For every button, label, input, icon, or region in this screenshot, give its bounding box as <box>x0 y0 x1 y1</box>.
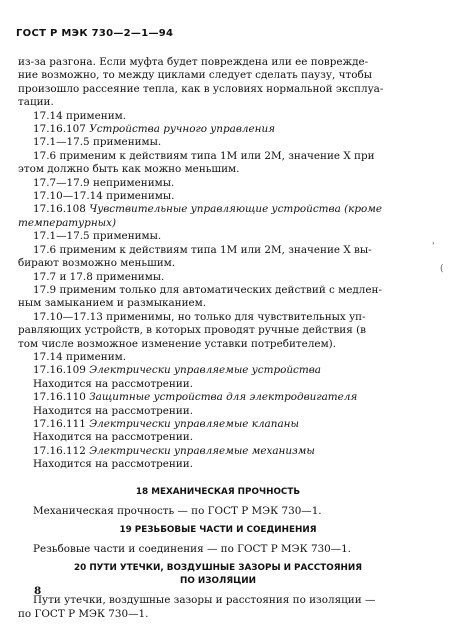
clause: 17.6 применим к действиям типа 1М или 2М, значение X вы- <box>33 243 372 256</box>
section-heading-cont: ПО ИЗОЛЯЦИИ <box>180 576 256 587</box>
clause-number: 17.16.107 <box>33 123 86 136</box>
clause: 17.6 применим к действиям типа 1М или 2М, значение X при <box>33 149 375 162</box>
section-heading: 19 РЕЗЬБОВЫЕ ЧАСТИ И СОЕДИНЕНИЯ <box>119 525 317 535</box>
paragraph <box>18 217 418 230</box>
paragraph: равляющих устройств, в которых проводят ручные действия (в <box>18 324 366 337</box>
page-number: 8 <box>34 585 42 597</box>
paragraph: бирают возможно меньшим. <box>18 257 176 270</box>
clause <box>18 123 418 136</box>
section-text: по ГОСТ Р МЭК 730—1. <box>18 607 149 620</box>
clause-title-cont: температурных) <box>18 216 117 229</box>
clause-title: Электрически управляемые клапаны <box>89 417 299 430</box>
clause: 17.1—17.5 применимы. <box>33 230 162 243</box>
clause: 17.9 применим только для автоматических действий с медлен- <box>33 283 382 296</box>
clause: 17.10—17.14 применимы. <box>33 190 175 203</box>
clause <box>18 364 418 377</box>
clause-title: Устройства ручного управления <box>89 123 276 136</box>
clause <box>18 391 418 404</box>
running-header: ГОСТ Р МЭК 730—2—1—94 <box>16 28 174 39</box>
clause: Находится на рассмотрении. <box>33 377 193 390</box>
section-text: Механическая прочность — по ГОСТ Р МЭК 730—1. <box>33 504 322 517</box>
section-text: Пути утечки, воздушные зазоры и расстояния по изоляции — <box>33 594 376 607</box>
paragraph: ным замыканием и размыканием. <box>18 297 207 310</box>
clause-title: Защитные устройства для электродвигателя <box>89 391 358 404</box>
paragraph: ние возможно, то между циклами следует сделать паузу, чтобы <box>18 69 373 82</box>
clause-title: Электрически управляемые устройства <box>89 364 321 377</box>
clause: Находится на рассмотрении. <box>33 404 193 417</box>
section-heading: 20 ПУТИ УТЕЧКИ, ВОЗДУШНЫЕ ЗАЗОРЫ И РАССТОЯНИЯ <box>74 563 362 574</box>
paragraph: том числе возможное изменение уставки потребителем). <box>18 337 337 350</box>
clause-title: Электрически управляемые механизмы <box>89 444 315 457</box>
clause-number: 17.16.111 <box>33 417 86 430</box>
clause <box>18 445 418 458</box>
clause-number: 17.16.112 <box>33 444 86 457</box>
clause: 17.7 и 17.8 применимы. <box>33 270 165 283</box>
paragraph: произошло рассеяние тепла, как в условиях нормальной эксплуа- <box>18 82 384 95</box>
margin-mark: ( <box>440 264 444 274</box>
clause: 17.14 применим. <box>33 350 127 363</box>
clause: 17.1—17.5 применимы. <box>33 136 162 149</box>
paragraph: тации. <box>18 96 54 109</box>
clause: 17.7—17.9 неприменимы. <box>33 176 175 189</box>
clause: 17.14 применим. <box>33 109 127 122</box>
clause: 17.10—17.13 применимы, но только для чувствительных уп- <box>33 310 366 323</box>
clause-number: 17.16.110 <box>33 391 86 404</box>
clause-number: 17.16.108 <box>33 203 86 216</box>
clause-number: 17.16.109 <box>33 364 86 377</box>
clause-title: Чувствительные управляющие устройства (кроме <box>89 203 383 216</box>
margin-mark: ' <box>432 242 435 252</box>
clause <box>18 418 418 431</box>
clause <box>18 203 418 216</box>
page-body <box>18 56 418 621</box>
section-heading: 18 МЕХАНИЧЕСКАЯ ПРОЧНОСТЬ <box>135 486 301 497</box>
paragraph: этом должно быть как можно меньшим. <box>18 163 240 176</box>
paragraph: из-за разгона. Если муфта будет повреждена или ее поврежде- <box>18 56 369 68</box>
clause: Находится на рассмотрении. <box>33 431 193 444</box>
clause: Находится на рассмотрении. <box>33 458 193 471</box>
section-text: Резьбовые части и соединения — по ГОСТ Р МЭК 730—1. <box>33 543 352 555</box>
